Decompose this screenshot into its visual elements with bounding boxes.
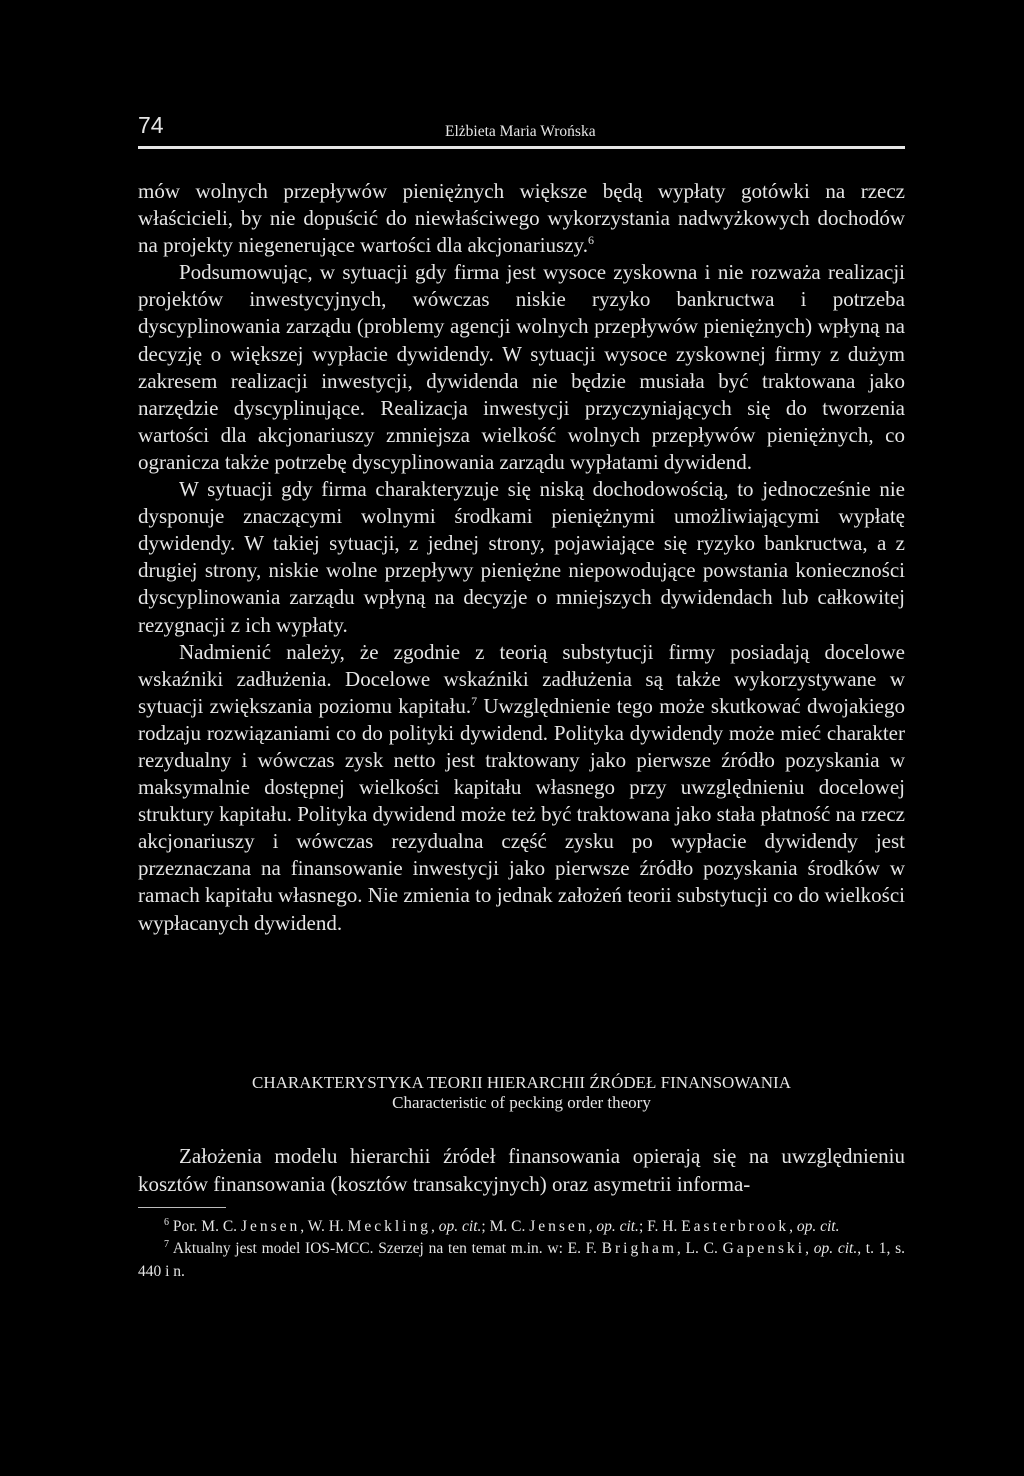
citation-abbrev: op. cit. [796,1218,840,1235]
footnote-text: ; F. H. [638,1218,678,1235]
footnote-text: , L. C. [676,1240,718,1258]
paragraph-text: mów wolnych przepływów pieniężnych większe będą wypłaty gotówki na rzecz właścicieli, by nie dopuścić do niewłaściwego wykorzystania nadwyżkowych dochodów na projekty niegenerujące wartości dla akcjonariuszy. [138,179,905,258]
footnote-text: Por. M. C. [172,1218,238,1235]
footnote-ref-6: 6 [587,233,594,248]
citation-abbrev: op. cit. [596,1218,639,1235]
footnote-6: $^6$ Por. M. C. Jensen, W. H. Meckling, op. cit.; M. C. Jensen, op. cit.; F. H. Easterbrook, op. cit. [164,1216,840,1235]
section-subtitle: Characteristic of pecking order theory [392,1093,651,1112]
footnote-text: ; M. C. [481,1218,526,1235]
paragraph [138,476,905,639]
paragraph [138,178,905,259]
running-header [138,112,905,149]
footnote-text: Aktualny jest model IOS-MCC. Szerzej na ten temat m.in. w: E. F. [172,1240,597,1258]
author-name: Meckling [347,1218,432,1235]
footnotes [138,1216,905,1283]
section-heading [138,1073,905,1113]
footnote-number: 7 [164,1239,169,1251]
running-head-author: Elżbieta Maria Wrońska [445,123,596,140]
paragraph-text: W sytuacji gdy firma charakteryzuje się niską dochodowością, to jednocześnie nie dysponuje znaczącymi wolnymi środkami pieniężnymi umożliwiającymi wypłatę dywidendy. W takiej sytuacji, z jednej strony, pojawiające się ryzyko bankructwa, a z drugiej strony, niskie wolne przepływy pieniężne niepowodujące powstania konieczności dyscyplinowania zarządu wpłyną na decyzje o mniejszych dywidendach lub całkowitej rezygnacji z ich wypłaty. [138,477,905,637]
footnote-number: 6 [164,1216,169,1228]
paragraph-text: Uwzględnienie tego może skutkować dwojakiego rodzaju rozwiązaniami co do polityki dywidend. Polityka dywidendy może mieć charakter rezydualny i wówczas zysk netto jest traktowany jako pierwsze źródło pozyskania w maksymalnie dostępnej wielkości kapitału własnego przy uwzględnieniu docelowej struktury kapitału. Polityka dywidend może też być traktowana jako stała płatność na rzecz akcjonariuszy i wówczas rezydualna część zysku po wypłacie dywidendy jest przeznaczana na finansowanie inwestycji jako pierwsze źródło pozyskania środków w ramach kapitału własnego. Nie zmienia to jednak założeń teorii substytucji co do wielkości wypłacanych dywidend. [138,693,905,935]
citation-abbrev: op. cit. [813,1240,858,1258]
footnote-7: $^7$ Aktualny jest model IOS-MCC. Szerzej na ten temat m.in. w: E. F. Brigham, L. C. Gapenski, op. cit., t. 1, s. 440 i n. [138,1239,905,1280]
footnote-text: , t. 1, s. 440 i n. [138,1240,905,1280]
author-name: Brigham [601,1240,677,1258]
footnote-text: , W. H. [300,1218,344,1235]
paragraph [138,639,905,937]
author-name: Jensen [240,1218,301,1235]
footnote-divider [138,1207,226,1208]
author-name: Easterbrook [681,1218,790,1235]
paragraph-text: Nadmienić należy, że zgodnie z teorią substytucji firmy posiadają docelowe wskaźniki zadłużenia. Docelowe wskaźniki zadłużenia są także wykorzystywane w sytuacji zwiększania poziomu kapitału. [138,639,905,718]
author-name: Jensen [529,1218,589,1235]
author-name: Gapenski [722,1240,806,1258]
footnote-ref-7: 7 [471,693,478,708]
body-text [138,178,905,937]
paragraph-text: Podsumowując, w sytuacji gdy firma jest wysoce zyskowna i nie rozważa realizacji projektów inwestycyjnych, wówczas niskie ryzyko bankructwa i potrzeba dyscyplinowania zarządu (problemy agencji wolnych przepływów pieniężnych) wpłyną na decyzję o większej wypłacie dywidendy. W sytuacji wysoce zyskownej firmy z dużym zakresem realizacji inwestycji, dywidenda nie będzie musiała być traktowana jako narzędzie dyscyplinujące. Realizacja inwestycji przyczyniających się do tworzenia wartości dla akcjonariuszy zmniejsza wielkość wolnych przepływów pieniężnych, co ogranicza także potrzebę dyscyplinowania zarządu wypłatami dywidend. [138,260,905,474]
paragraph: Założenia modelu hierarchii źródeł finansowania opierają się na uwzględnieniu kosztów finansowania (kosztów transakcyjnych) oraz asymetrii informa- [138,1144,905,1196]
citation-abbrev: op. cit. [438,1218,482,1235]
section-text [138,1142,905,1198]
page-number: 74 [138,112,164,138]
paragraph [138,259,905,476]
section-title: CHARAKTERYSTYKA TEORII HIERARCHII ŹRÓDEŁ FINANSOWANIA [252,1073,791,1092]
